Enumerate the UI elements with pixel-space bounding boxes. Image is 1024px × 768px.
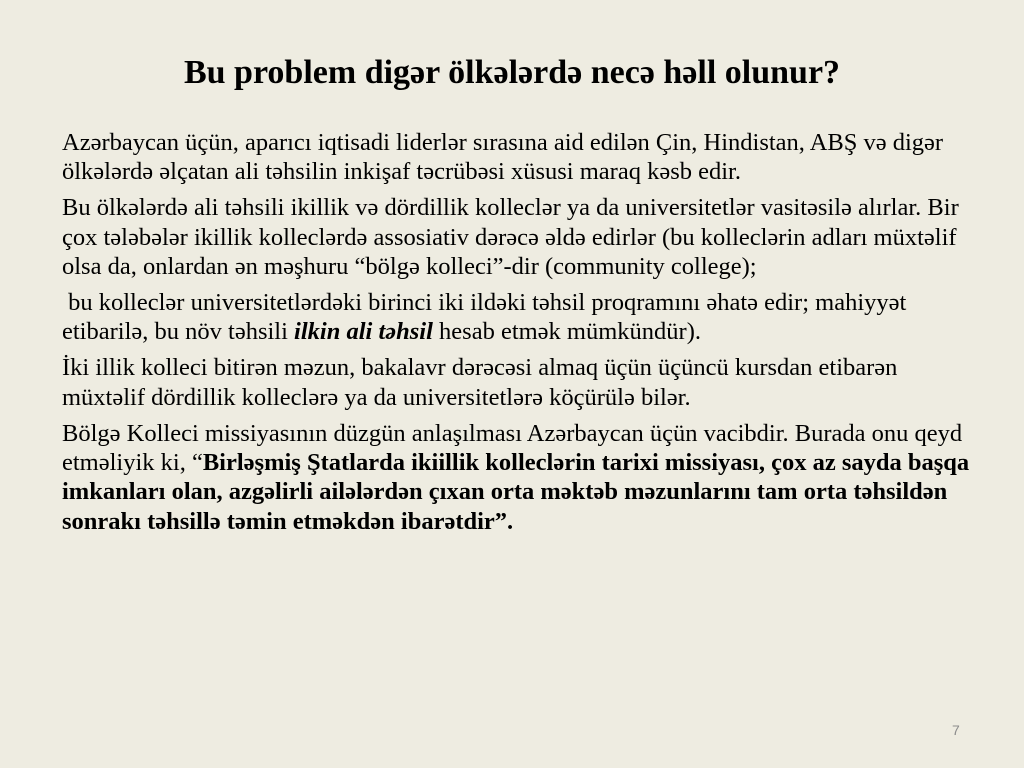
text-segment: Bölgə Kolleci missiyasının düzgün anlaşılması Azərbaycan üçün vacibdir. Burada onu qeyd etməliyik ki, “: [62, 419, 969, 477]
paragraph-initial-higher-education: [62, 288, 972, 347]
paragraph-transfer: [62, 353, 972, 412]
text-segment: İki illik kolleci bitirən məzun, bakalavr dərəcəsi almaq üçün üçüncü kursdan etibarən müxtəlif dördillik kolleclərə ya da universitetlərə köçürülə bilər.: [62, 354, 904, 411]
text-segment: Bu ölkələrdə ali təhsili ikillik və dördillik kolleclər ya da universitetlər vasitəsilə alırlar. Bir çox tələbələr ikillik kolleclərdə assosiativ dərəcə əldə edirlər (bu kolleclərin adları müxtəlif olsa da, onlardan ən məşhuru “bölgə kolleci”-dir (community college);: [62, 194, 965, 281]
slide-title: Bu problem digər ölkələrdə necə həll olunur?: [183, 54, 841, 91]
text-segment: hesab etmək mümkündür).: [432, 318, 701, 346]
text-segment: Azərbaycan üçün, aparıcı iqtisadi liderlər sırasına aid edilən Çin, Hindistan, ABŞ və digər ölkələrdə əlçatan ali təhsilin inkişaf təcrübəsi xüsusi maraq kəsb edir.: [62, 129, 950, 186]
emphasis-text: ilkin ali təhsil: [294, 318, 433, 346]
paragraph-two-four-year-colleges: [62, 193, 972, 281]
paragraph-asian-us-experience: [62, 128, 972, 187]
text-segment: bu kolleclər universitetlərdəki birinci iki ildəki təhsil proqramını əhatə edir; mahiyyət etibarilə, bu növ təhsili: [62, 289, 913, 346]
paragraph-community-college-mission: [62, 419, 976, 537]
bold-quote-text: Birləşmiş Ştatlarda ikiillik kolleclərin tarixi missiyası, çox az sayda başqa imkanları olan, azgəlirli ailələrdən çıxan orta məktəb məzunlarını tam orta təhsildən sonrakı təhsillə təmin etməkdən ibarətdir”.: [62, 449, 976, 535]
page-number: 7: [952, 722, 960, 738]
slide-body: [62, 128, 976, 543]
